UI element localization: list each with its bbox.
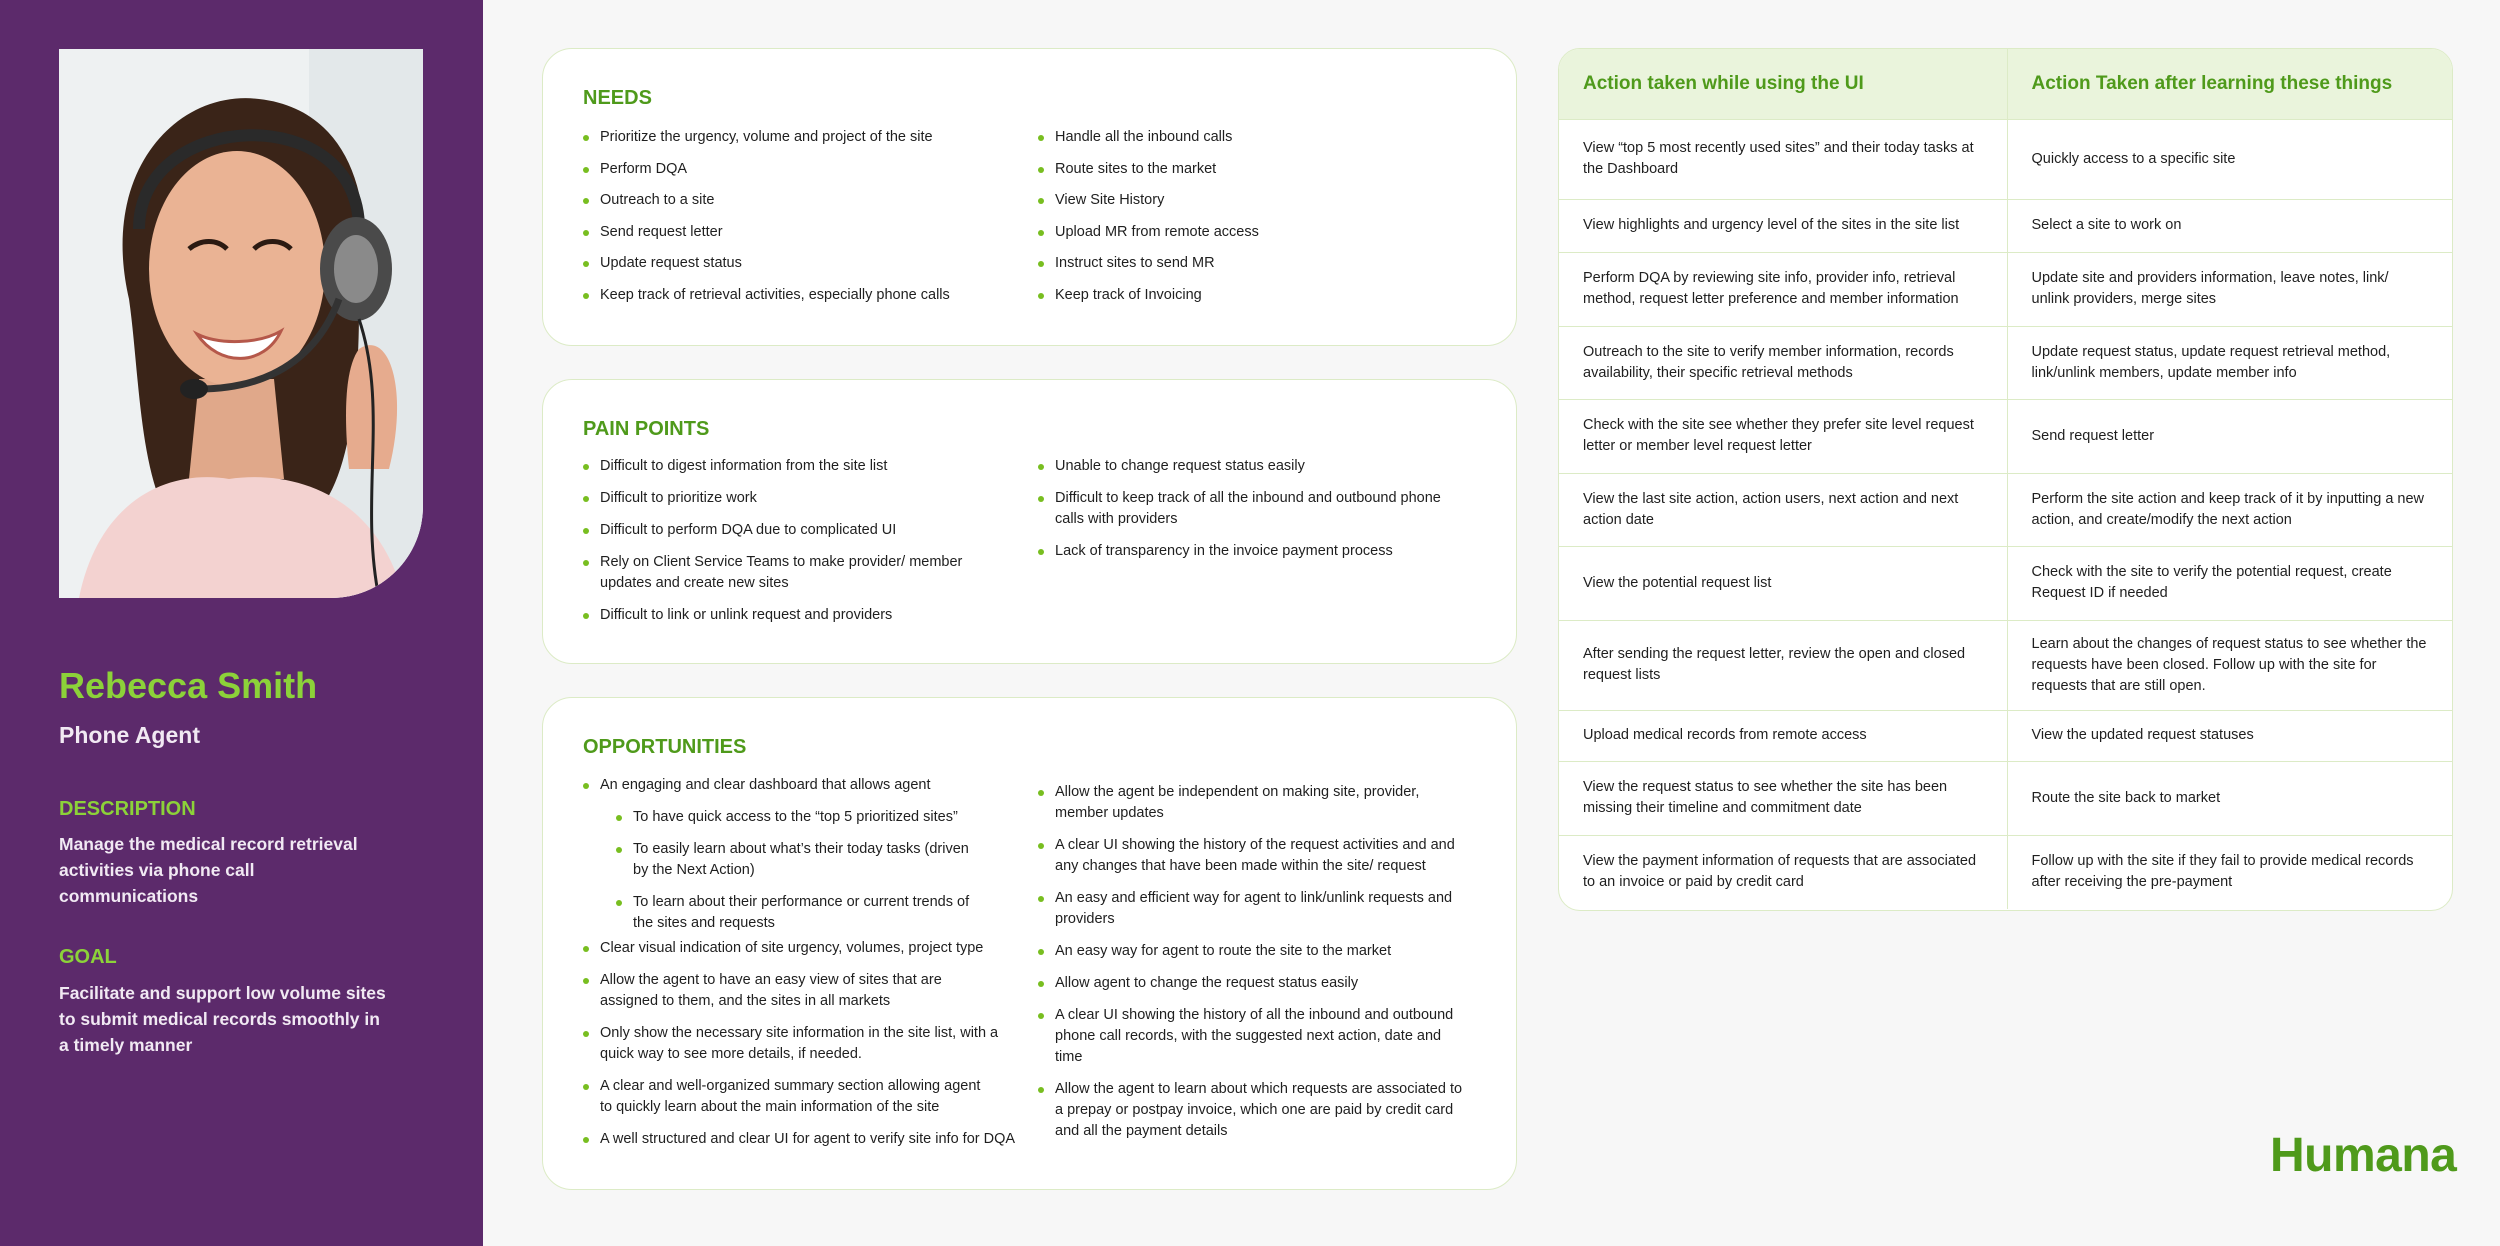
table-cell: Upload medical records from remote access bbox=[1559, 710, 2007, 761]
goal-heading: GOAL bbox=[59, 946, 117, 968]
table-cell: Check with the site to verify the potential request, create Request ID if needed bbox=[2007, 546, 2452, 620]
pain-points-list-left bbox=[583, 456, 963, 626]
table-cell: Check with the site see whether they prefer site level request letter or member level request letter bbox=[1559, 399, 2007, 473]
table-cell: Send request letter bbox=[2007, 399, 2452, 473]
table-row bbox=[1559, 473, 2452, 546]
column-header-after-learning: Action Taken after learning these things bbox=[2007, 49, 2452, 119]
table-cell: View the payment information of requests that are associated to an invoice or paid by credit card bbox=[1559, 835, 2007, 909]
pain-points-card bbox=[542, 379, 1517, 664]
list-item: A clear and well-organized summary section allowing agent to quickly learn about the main information of the site bbox=[583, 1076, 993, 1118]
list-item: Difficult to prioritize work bbox=[583, 488, 963, 509]
humana-logo: Humana bbox=[2270, 1129, 2457, 1182]
list-item: Lack of transparency in the invoice payment process bbox=[1038, 541, 1458, 562]
opportunities-list-left bbox=[583, 775, 1023, 1150]
needs-list-right bbox=[1038, 127, 1458, 306]
table-row bbox=[1559, 761, 2452, 835]
table-row bbox=[1559, 546, 2452, 620]
table-row bbox=[1559, 620, 2452, 710]
table-cell: View the request status to see whether the site has been missing their timeline and commitment date bbox=[1559, 761, 2007, 835]
list-item: Route sites to the market bbox=[1038, 159, 1458, 180]
table-cell: Update site and providers information, leave notes, link/ unlink providers, merge sites bbox=[2007, 252, 2452, 326]
table-cell: After sending the request letter, review the open and closed request lists bbox=[1559, 620, 2007, 710]
list-item: Difficult to perform DQA due to complicated UI bbox=[583, 520, 963, 541]
list-item: To easily learn about what’s their today tasks (driven by the Next Action) bbox=[616, 839, 976, 881]
list-item: A clear UI showing the history of the request activities and and any changes that have been made within the site/ request bbox=[1038, 835, 1458, 877]
table-row bbox=[1559, 199, 2452, 252]
list-item: Allow the agent be independent on making site, provider, member updates bbox=[1038, 782, 1458, 824]
table-cell: View the last site action, action users, next action and next action date bbox=[1559, 473, 2007, 546]
persona-name: Rebecca Smith bbox=[59, 665, 318, 706]
list-item: To learn about their performance or current trends of the sites and requests bbox=[616, 892, 986, 934]
table-row bbox=[1559, 399, 2452, 473]
list-item: Instruct sites to send MR bbox=[1038, 253, 1458, 274]
list-item: An engaging and clear dashboard that allows agent bbox=[583, 775, 1023, 796]
list-item: Unable to change request status easily bbox=[1038, 456, 1458, 477]
goal-text: Facilitate and support low volume sites to submit medical records smoothly in a timely manner bbox=[59, 983, 386, 1055]
list-item: View Site History bbox=[1038, 190, 1458, 211]
table-row bbox=[1559, 326, 2452, 399]
persona-sidebar bbox=[0, 0, 483, 1246]
table-cell: View “top 5 most recently used sites” and their today tasks at the Dashboard bbox=[1559, 119, 2007, 199]
table-header-row bbox=[1559, 49, 2452, 119]
list-item: Upload MR from remote access bbox=[1038, 222, 1458, 243]
needs-list-left bbox=[583, 127, 1003, 306]
list-item: Clear visual indication of site urgency, volumes, project type bbox=[583, 938, 1023, 959]
list-item: To have quick access to the “top 5 prioritized sites” bbox=[616, 807, 1023, 828]
table-cell: View the updated request statuses bbox=[2007, 710, 2452, 761]
table-cell: Perform the site action and keep track of it by inputting a new action, and create/modify the next action bbox=[2007, 473, 2452, 546]
list-item: Outreach to a site bbox=[583, 190, 1003, 211]
description-heading: DESCRIPTION bbox=[59, 798, 196, 820]
table-cell: Learn about the changes of request status to see whether the requests have been closed. Follow up with the site for requests that are still open. bbox=[2007, 620, 2452, 710]
persona-role: Phone Agent bbox=[59, 722, 200, 748]
pain-points-list-right bbox=[1038, 456, 1458, 562]
table-cell: Quickly access to a specific site bbox=[2007, 119, 2452, 199]
list-item: Difficult to keep track of all the inbound and outbound phone calls with providers bbox=[1038, 488, 1458, 530]
list-item: Update request status bbox=[583, 253, 1003, 274]
persona-photo bbox=[59, 49, 423, 598]
pain-points-title: PAIN POINTS bbox=[583, 418, 710, 440]
needs-title: NEEDS bbox=[583, 87, 652, 109]
opportunities-card bbox=[542, 697, 1517, 1190]
table-cell: Route the site back to market bbox=[2007, 761, 2452, 835]
actions-table bbox=[1558, 48, 2453, 911]
list-item: Send request letter bbox=[583, 222, 1003, 243]
table-cell: Update request status, update request retrieval method, link/unlink members, update member info bbox=[2007, 326, 2452, 399]
needs-card bbox=[542, 48, 1517, 346]
table-row bbox=[1559, 252, 2452, 326]
list-item: Allow agent to change the request status easily bbox=[1038, 973, 1478, 994]
list-item: An easy way for agent to route the site to the market bbox=[1038, 941, 1478, 962]
table-cell: Follow up with the site if they fail to provide medical records after receiving the pre-payment bbox=[2007, 835, 2452, 909]
list-item: Difficult to digest information from the site list bbox=[583, 456, 963, 477]
list-item: A clear UI showing the history of all the inbound and outbound phone call records, with the suggested next action, date and time bbox=[1038, 1005, 1468, 1068]
list-item: Prioritize the urgency, volume and project of the site bbox=[583, 127, 1003, 148]
list-item: Allow the agent to learn about which requests are associated to a prepay or postpay invoice, which one are paid by credit card and all the payment details bbox=[1038, 1079, 1468, 1142]
list-item: Handle all the inbound calls bbox=[1038, 127, 1458, 148]
table-cell: View the potential request list bbox=[1559, 546, 2007, 620]
table-cell: Select a site to work on bbox=[2007, 199, 2452, 252]
list-item: Keep track of retrieval activities, especially phone calls bbox=[583, 285, 1003, 306]
list-item: Keep track of Invoicing bbox=[1038, 285, 1458, 306]
table-cell: Perform DQA by reviewing site info, provider info, retrieval method, request letter preference and member information bbox=[1559, 252, 2007, 326]
table-row bbox=[1559, 710, 2452, 761]
table-row bbox=[1559, 119, 2452, 199]
list-item: Perform DQA bbox=[583, 159, 1003, 180]
list-item: An easy and efficient way for agent to link/unlink requests and providers bbox=[1038, 888, 1478, 930]
table-cell: View highlights and urgency level of the sites in the site list bbox=[1559, 199, 2007, 252]
description-text: Manage the medical record retrieval activities via phone call communications bbox=[59, 834, 358, 906]
list-item: Difficult to link or unlink request and providers bbox=[583, 605, 963, 626]
list-item: Rely on Client Service Teams to make provider/ member updates and create new sites bbox=[583, 552, 963, 594]
list-item: A well structured and clear UI for agent to verify site info for DQA bbox=[583, 1129, 1023, 1150]
list-item: Only show the necessary site information in the site list, with a quick way to see more details, if needed. bbox=[583, 1023, 1013, 1065]
column-header-during-ui: Action taken while using the UI bbox=[1559, 49, 2007, 119]
table-cell: Outreach to the site to verify member information, records availability, their specific retrieval methods bbox=[1559, 326, 2007, 399]
opportunities-title: OPPORTUNITIES bbox=[583, 736, 747, 758]
opportunities-list-right bbox=[1038, 782, 1478, 1142]
table-row bbox=[1559, 835, 2452, 909]
list-item: Allow the agent to have an easy view of sites that are assigned to them, and the sites in all markets bbox=[583, 970, 983, 1012]
